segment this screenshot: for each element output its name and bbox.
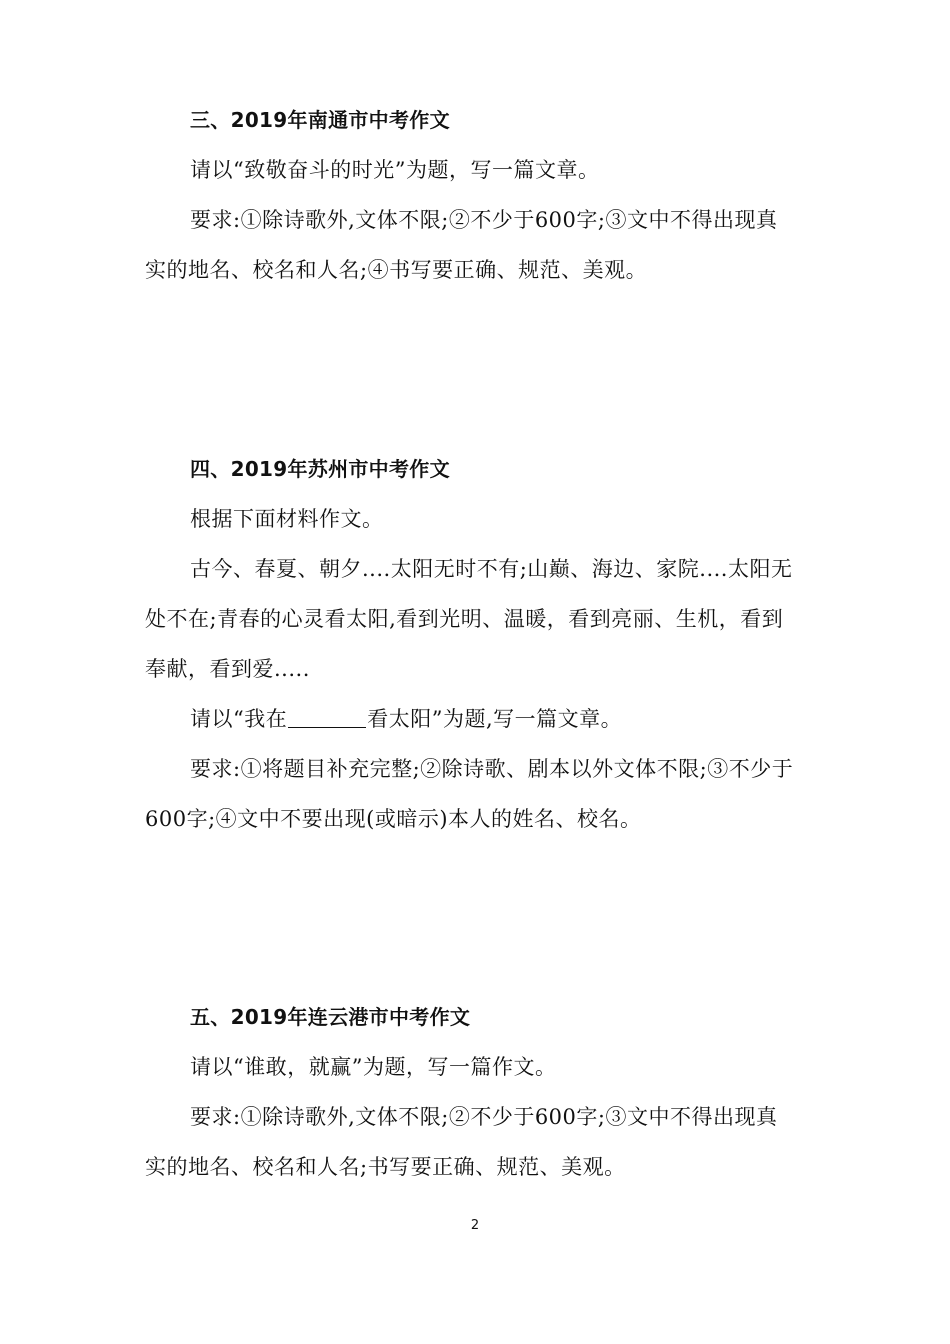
section-requirement-lianyungang-line1: 要求:①除诗歌外,文体不限;②不少于600字;③文中不得出现真 — [190, 1105, 778, 1129]
section-requirement-lianyungang-line2: 实的地名、校名和人名;书写要正确、规范、美观。 — [145, 1155, 626, 1179]
section-heading-nantong: 三、2019年南通市中考作文 — [190, 108, 450, 132]
section-heading-lianyungang: 五、2019年连云港市中考作文 — [190, 1005, 471, 1029]
section-material-suzhou-line3: 奉献，看到爱..... — [145, 657, 310, 681]
fill-in-blank — [288, 707, 366, 728]
section-requirement-nantong-line2: 实的地名、校名和人名;④书写要正确、规范、美观。 — [145, 258, 648, 282]
section-intro-suzhou: 根据下面材料作文。 — [190, 507, 384, 531]
prompt-before-blank: 请以“我在 — [190, 707, 288, 731]
section-prompt-lianyungang: 请以“谁敢，就赢”为题，写一篇作文。 — [190, 1055, 557, 1079]
section-requirement-nantong-line1: 要求:①除诗歌外,文体不限;②不少于600字;③文中不得出现真 — [190, 208, 778, 232]
section-requirement-suzhou-line2: 600字;④文中不要出现(或暗示)本人的姓名、校名。 — [145, 807, 642, 831]
prompt-after-blank: 看太阳”为题,写一篇文章。 — [367, 707, 623, 731]
section-material-suzhou-line1: 古今、春夏、朝夕....太阳无时不有;山巅、海边、家院....太阳无 — [190, 557, 793, 581]
section-heading-suzhou: 四、2019年苏州市中考作文 — [190, 457, 450, 481]
section-prompt-suzhou — [190, 704, 815, 734]
section-prompt-nantong: 请以“致敬奋斗的时光”为题，写一篇文章。 — [190, 158, 600, 182]
section-requirement-suzhou-line1: 要求:①将题目补充完整;②除诗歌、剧本以外文体不限;③不少于 — [190, 757, 794, 781]
page-number: 2 — [470, 1218, 480, 1233]
section-material-suzhou-line2: 处不在;青春的心灵看太阳,看到光明、温暖，看到亮丽、生机，看到 — [145, 607, 784, 631]
